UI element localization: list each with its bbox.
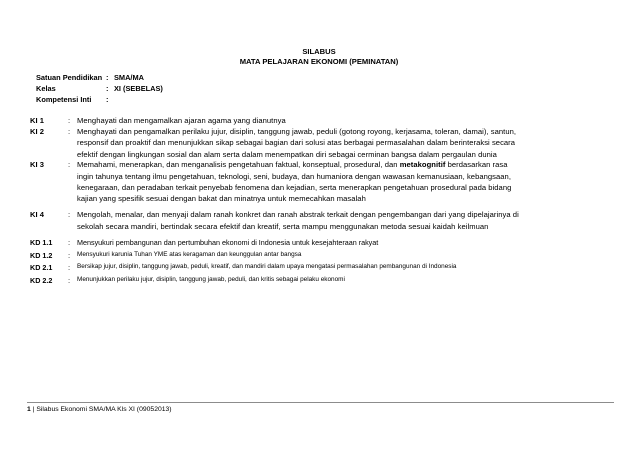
kd-code: KD 1.1 [30, 238, 53, 247]
footer-separator: | [32, 406, 35, 413]
ki-desc-line: kajian yang spesifik sesuai dengan bakat dan minatnya untuk memecahkan masalah [77, 194, 366, 203]
meta-label-kelas: Kelas [36, 84, 56, 93]
footer-text: Silabus Ekonomi SMA/MA Kls XI (09052013) [36, 406, 172, 413]
kd-desc: Menunjukkan perilaku jujur, disiplin, tanggung jawab, peduli, dan kritis sebagai pelaku ekonomi [77, 276, 345, 283]
ki-desc-line: efektif dengan lingkungan sosial dan alam serta dalam menempatkan diri sebagai cerminan bangsa dalam pergaulan dunia [77, 150, 497, 159]
document-title: SILABUS [302, 47, 336, 56]
kd-sep: : [68, 251, 71, 260]
ki-desc-line: sekolah secara mandiri, bertindak secara efektif dan kreatif, serta mampu menggunakan metoda sesuai kaidah keilmuan [77, 222, 489, 231]
ki-sep: : [68, 210, 71, 219]
meta-sep: : [106, 84, 109, 93]
meta-label-satuan: Satuan Pendidikan [36, 73, 103, 82]
kd-sep: : [68, 238, 71, 247]
ki-code: KI 2 [30, 127, 44, 136]
meta-value-satuan: SMA/MA [114, 73, 144, 82]
ki-desc-line: Menghayati dan mengamalkan ajaran agama yang dianutnya [77, 116, 286, 125]
ki-sep: : [68, 116, 71, 125]
ki-sep: : [68, 127, 71, 136]
ki-code: KI 3 [30, 160, 44, 169]
kd-sep: : [68, 263, 71, 272]
ki-code: KI 4 [30, 210, 44, 219]
ki-desc-line: Menghayati dan pengamalkan perilaku jujur, disiplin, tanggung jawab, peduli (gotong royong, kerjasama, toleran, damai), santun, [77, 127, 517, 136]
kd-code: KD 2.1 [30, 263, 53, 272]
page-number: 1 [27, 406, 31, 413]
meta-sep: : [106, 95, 109, 104]
ki-desc-line: Mengolah, menalar, dan menyaji dalam ranah konkret dan ranah abstrak terkait dengan pengembangan dari yang dipelajarinya di [77, 210, 519, 219]
kd-desc: Mensyukuri karunia Tuhan YME atas keragaman dan keunggulan antar bangsa [77, 251, 302, 258]
kd-code: KD 2.2 [30, 276, 53, 285]
footer [27, 406, 172, 413]
kd-desc: Bersikap jujur, disiplin, tanggung jawab, peduli, kreatif, dan mandiri dalam upaya mengatasi permasalahan pembangunan di Indonesia [77, 263, 457, 270]
kd-code: KD 1.2 [30, 251, 53, 260]
kd-desc: Mensyukuri pembangunan dan pertumbuhan ekonomi di Indonesia untuk kesejahteraan rakyat [77, 238, 379, 247]
ki-desc-line: ingin tahunya tentang ilmu pengetahuan, teknologi, seni, budaya, dan humaniora dengan wawasan kemanusiaan, kebangsaan, [77, 172, 511, 181]
footer-divider [27, 402, 614, 403]
ki-desc-line: responsif dan proaktif dan menunjukkan sikap sebagai bagian dari solusi atas berbagai permasalahan dalam berinteraksi secara [77, 138, 516, 147]
kd-sep: : [68, 276, 71, 285]
meta-label-kompetensi: Kompetensi Inti [36, 95, 92, 104]
document-subtitle: MATA PELAJARAN EKONOMI (PEMINATAN) [239, 57, 399, 66]
ki-desc-line: kenegaraan, dan peradaban terkait penyebab fenomena dan kejadian, serta menerapkan pengetahuan prosedural pada bidang [77, 183, 512, 192]
ki-desc-line: Memahami, menerapkan, dan menganalisis pengetahuan faktual, konseptual, prosedural, dan metakognitif berdasarkan rasa [77, 160, 508, 169]
ki-code: KI 1 [30, 116, 44, 125]
ki-sep: : [68, 160, 71, 169]
meta-sep: : [106, 73, 109, 82]
meta-value-kelas: XI (SEBELAS) [114, 84, 163, 93]
